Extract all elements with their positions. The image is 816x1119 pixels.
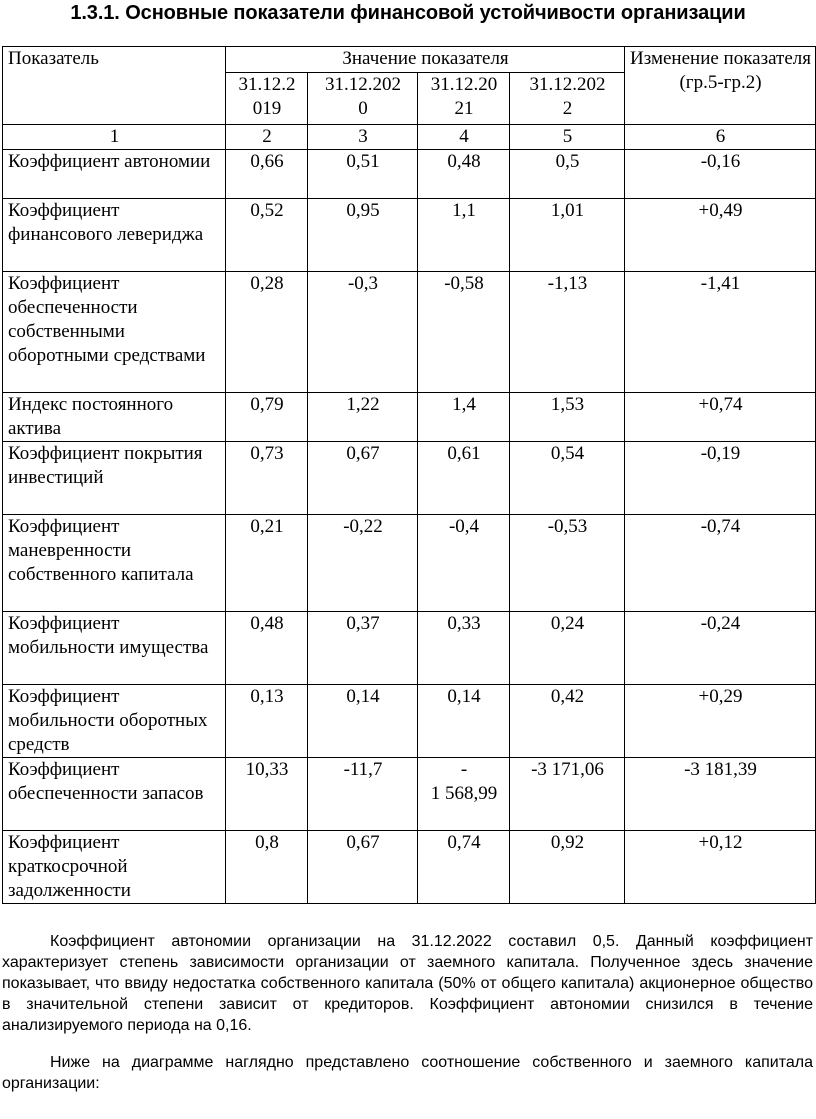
value-2021: 0,33 — [418, 612, 510, 685]
value-2020: 0,37 — [308, 612, 418, 685]
value-2020: 0,51 — [308, 150, 418, 199]
table-row — [3, 831, 816, 904]
row-name: Коэффициент мобильности имущества — [3, 612, 226, 685]
table-row — [3, 758, 816, 831]
value-2019: 0,52 — [226, 199, 308, 272]
row-name: Коэффициент обеспеченности собственными оборотными средствами — [3, 272, 226, 393]
value-change: -0,24 — [625, 612, 816, 685]
value-2021: -0,58 — [418, 272, 510, 393]
value-2020: 0,14 — [308, 685, 418, 758]
value-2022: 0,92 — [510, 831, 625, 904]
value-2021: - 1 568,99 — [418, 758, 510, 831]
value-2019: 0,48 — [226, 612, 308, 685]
table-header-row — [3, 47, 816, 73]
value-2020: 0,67 — [308, 442, 418, 515]
value-2022: -3 171,06 — [510, 758, 625, 831]
value-2020: -11,7 — [308, 758, 418, 831]
value-2020: 0,95 — [308, 199, 418, 272]
header-indicator: Показатель — [3, 47, 226, 125]
value-2021: 0,14 — [418, 685, 510, 758]
value-2019: 0,28 — [226, 272, 308, 393]
value-2022: -1,13 — [510, 272, 625, 393]
value-2019: 0,13 — [226, 685, 308, 758]
value-2021: 0,48 — [418, 150, 510, 199]
value-change: +0,74 — [625, 393, 816, 442]
value-2020: 0,67 — [308, 831, 418, 904]
value-change: -1,41 — [625, 272, 816, 393]
value-2019: 0,21 — [226, 515, 308, 612]
row-name: Коэффициент обеспеченности запасов — [3, 758, 226, 831]
value-change: -0,19 — [625, 442, 816, 515]
table-row — [3, 199, 816, 272]
value-2020: 1,22 — [308, 393, 418, 442]
value-2022: -0,53 — [510, 515, 625, 612]
header-date-2022: 31.12.202 2 — [510, 73, 625, 125]
column-number: 3 — [308, 125, 418, 150]
row-name: Коэффициент мобильности оборотных средств — [3, 685, 226, 758]
value-change: -3 181,39 — [625, 758, 816, 831]
value-2022: 0,5 — [510, 150, 625, 199]
column-number: 1 — [3, 125, 226, 150]
row-name: Коэффициент финансового левериджа — [3, 199, 226, 272]
header-date-2020: 31.12.202 0 — [308, 73, 418, 125]
value-2021: 0,74 — [418, 831, 510, 904]
header-change: Изменение показателя (гр.5-гр.2) — [625, 47, 816, 125]
table-row — [3, 393, 816, 442]
table-row — [3, 442, 816, 515]
value-change: +0,49 — [625, 199, 816, 272]
column-number: 4 — [418, 125, 510, 150]
autonomy-paragraph: Коэффициент автономии организации на 31.12.2022 составил 0,5. Данный коэффициент характеризует степень зависимости организации от заемного капитала. Полученное здесь значение показывает, что ввиду недостатка собственного капитала (50% от общего капитала) акционерное общество в значительной степени зависит от кредиторов. Коэффициент автономии снизился в течение анализируемого периода на 0,16. — [2, 933, 813, 1034]
table-row — [3, 685, 816, 758]
value-2019: 0,66 — [226, 150, 308, 199]
value-2022: 0,42 — [510, 685, 625, 758]
row-name: Индекс постоянного актива — [3, 393, 226, 442]
table-row — [3, 150, 816, 199]
value-2021: 0,61 — [418, 442, 510, 515]
value-2021: -0,4 — [418, 515, 510, 612]
value-2019: 0,8 — [226, 831, 308, 904]
header-value-group: Значение показателя — [226, 47, 625, 73]
row-name: Коэффициент покрытия инвестиций — [3, 442, 226, 515]
value-change: +0,12 — [625, 831, 816, 904]
value-2020: -0,22 — [308, 515, 418, 612]
value-2022: 1,01 — [510, 199, 625, 272]
value-2022: 0,54 — [510, 442, 625, 515]
value-2019: 0,73 — [226, 442, 308, 515]
row-name: Коэффициент маневренности собственного капитала — [3, 515, 226, 612]
value-2021: 1,1 — [418, 199, 510, 272]
header-date-2021: 31.12.20 21 — [418, 73, 510, 125]
table-row — [3, 272, 816, 393]
value-2019: 0,79 — [226, 393, 308, 442]
value-2021: 1,4 — [418, 393, 510, 442]
financial-stability-table — [2, 46, 816, 904]
column-number: 2 — [226, 125, 308, 150]
value-2022: 0,24 — [510, 612, 625, 685]
table-row — [3, 515, 816, 612]
diagram-intro-paragraph: Ниже на диаграмме наглядно представлено соотношение собственного и заемного капитала организации: — [2, 1054, 813, 1092]
column-number: 5 — [510, 125, 625, 150]
column-number: 6 — [625, 125, 816, 150]
value-change: -0,74 — [625, 515, 816, 612]
section-title: 1.3.1. Основные показатели финансовой устойчивости организации — [70, 2, 746, 24]
value-2022: 1,53 — [510, 393, 625, 442]
row-name: Коэффициент краткосрочной задолженности — [3, 831, 226, 904]
value-2019: 10,33 — [226, 758, 308, 831]
table-row — [3, 612, 816, 685]
column-numbers-row — [3, 125, 816, 150]
value-change: +0,29 — [625, 685, 816, 758]
row-name: Коэффициент автономии — [3, 150, 226, 199]
value-change: -0,16 — [625, 150, 816, 199]
header-date-2019: 31.12.2 019 — [226, 73, 308, 125]
value-2020: -0,3 — [308, 272, 418, 393]
